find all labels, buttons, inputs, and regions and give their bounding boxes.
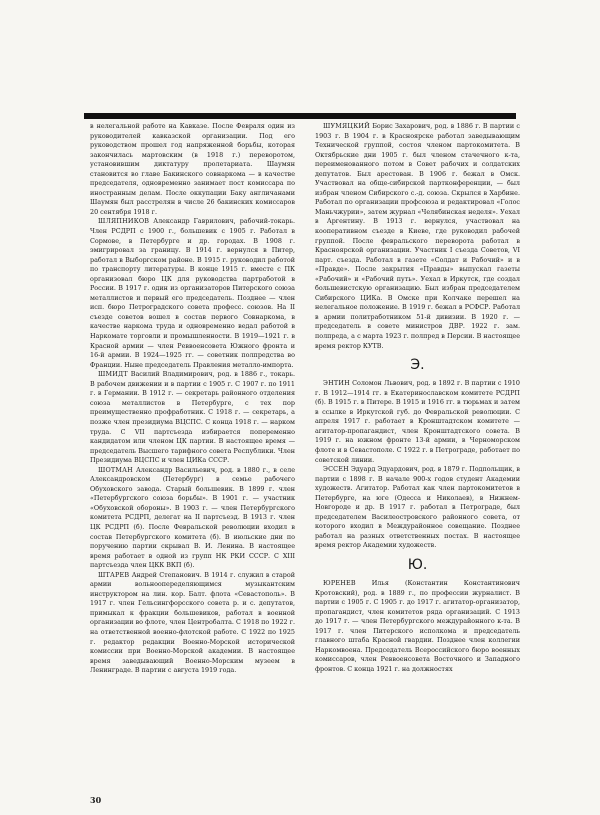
entry-name: ШУМЯЦКИЙ [323,122,370,130]
page-number: 30 [90,795,102,805]
entry-shtarev [90,571,295,676]
entry-essen [315,465,520,551]
entry-text: Александр Гаврилович, рабочий-токарь. Член РСДРП с 1900 г., большевик с 1905 г. Работал в Сормове, в Петербурге и др. городах. В 1908 г. эмигрировал за границу. В 1914 г. вернулся в Питер, работал в Выборгском районе. В 1915 г. руководил работой по транспорту литературы. В конце 1915 г. вместе с ПК организовал бюро ЦК для руководства партработой в России. В 1917 г. один из организаторов Питерского союза металлистов и первый его председатель. Позднее — член исп. бюро Петроградского совета професс. союзов. На II съезде советов вошел в состав первого Совнаркома, в качестве наркома труда и одновременно ведал работой в Наркомате торговли и промышленности. В 1919—1921 г. в Красной армии — член Реввоенсовета Южного фронта и 16-й армии. В 1924—1925 гг. — советник полпредства во Франции. Ныне председатель Правления металло-импорта. [90,217,295,369]
right-column [315,122,520,674]
entry-name: ЮРЕНЕВ [323,578,356,587]
entry-text: Эдуард Эдуардович, род. в 1879 г. Подпольщик, в партии с 1898 г. В начале 900-х годов студент Академии художеств. Агитатор. Работал как член партокомитетов в Петербурге, на юге (Одесса и Николаев), в Нижнем-Новгороде и др. В 1917 г. работал в Петрограде, был председателем Василеостровского районного совета, от которого входил в Междурайонное совещание. Позднее работал на разных ответственных постах. В настоящее время ректор Академии художеств. [315,465,520,550]
entry-name: ЭНТИН [323,379,350,388]
entry-name: ЭССЕН [323,465,349,474]
entry-name: ШЛЯПНИКОВ [98,217,150,226]
shaumyan-continuation: в нелегальной работе на Кавказе. После Февраля один из руководителей кавказской организации. Под его руководством прошел год напряженной борьбы, которая закончилась мартовским (в 1918 г.) переворотом, установившим диктатуру пролетариата. Шаумян становится во главе Бакинского совнаркома — в качестве председателя, одновременно занимает пост комиссара по иностранным делам. После оккупации Баку англичанами Шаумян был расстрелян в числе 26 бакинских комиссаров 20 сентября 1918 г. [90,122,295,216]
entry-shmidt [90,370,295,465]
entry-name: ШОТМАН [98,465,133,474]
entry-shumyatsky [315,122,520,351]
entry-text: Илья (Константин Константинович Кротовский), род. в 1889 г., по профессии журналист. В партии с 1905 г. С 1905 г. до 1917 г. агитатор-организатор, пропагандист, член комитетов ряда организаций. С 1913 до 1917 г. — член Петербургского междурайонного к-та. В 1917 г. член Питерского исполкома и председатель главного штаба Красной гвардии. Позднее член коллегии Наркомвоена. Председатель Всероссийского бюро военных комиссаров, член Реввоенсовета Восточного и Западного фронтов. С конца 1921 г. на должностях [315,578,520,673]
entry-yurenev [315,579,520,674]
entry-name: ШМИДТ [98,370,128,379]
entry-shlyapnikov [90,217,295,370]
entry-text: Александр Васильевич, род. в 1880 г., в селе Александровском (Петербург) в семье рабочего Обуховского завода. Старый большевик. В 1899 г. член «Петербургского союза борьбы». В 1901 г. — участник «Обуховской обороны». В 1903 г. — член Петербургского комитета РСДРП, делегат на II партсъезд. В 1913 г. член ЦК РСДРП (б). После Февральской революции входил в состав Петербургского комитета (б). В июльские дни по поручению партии скрывал В. И. Ленина. В настоящее время работает в одной из групп НК РКИ СССР. С XIII партсъезда член ЦКК ВКП (б). [90,465,295,570]
entry-text: Андрей Степанович. В 1914 г. служил в старой армии вольноопеределяющимся музыкантским инструктором на лин. кор. Балт. флота «Севастополь». В 1917 г. член Гельсингфорсского совета р. и с. депутатов, примыкал к фракции большевиков, работал в военной организации во флоте, член Центробалта. С 1918 по 1922 г. на ответственной военно-флотской работе. С 1922 по 1925 г. редактор редакции Военно-Морской исторической комиссии при Военно-Морской академии. В настоящее время заведывающий Военно-Морским музеем в Ленинграде. В партии с августа 1919 года. [90,570,295,675]
section-letter-e: Э. [410,357,425,374]
entry-entin [315,379,520,465]
header-rule [84,113,516,119]
entry-text: Соломон Львович, род. в 1892 г. В партии с 1910 г. В 1912—1914 гг. в Екатеринославском комитете РСДРП (б). В 1915 г. в Питере. В 1915 и 1916 гг. в тюрьмах и затем в ссылке в Иркутской губ. до Февральской революции. С апреля 1917 г. работает в Кронштадтском комитете — агитатор-пропагандист, член Кронштадтского совета. В 1919 г. на южном фронте 13-й армии, в Черноморском флоте и в Севастополе. С 1922 г. в Петрограде, работает по советской линии. [315,379,520,464]
entry-text: Борис Захарович, род. в 1886 г. В партии с 1903 г. В 1904 г. в Красноярске работал заведывающим Технической группой, состоя членом партокомитета. В Октябрьские дни 1905 г. был членом стачечного к-та, переименованного потом в Совет рабочих и солдатских депутатов. Был арестован. В 1906 г. бежал в Омск. Участвовал на обще-сибирской партконференции, — был избран членом Сибирского с.-д. союза. Скрылся в Харбине. Работал по организации профсоюза и редактировал «Голос Маньчжурии», затем журнал «Челябинская неделя». Уехал в Аргентину. В 1913 г. вернулся, участвовал на кооперативном съезде в Киеве, где руководил рабочей группой. После февральского переворота работал в Красноярской организации. Участник I съезда Советов, VI парт. съезда. Работал в газете «Солдат и Рабочий» и в «Правде». После закрытия «Правды» выпускал газеты «Рабочий» и «Рабочий путь». Уехал в Иркутск, где создал большевистскую организацию. Был избран председателем Сибирского ЦИКа. В Омске при Колчаке перешел на нелегальное положение. В 1919 г. бежал в РСФСР. Работал в армии политработником 51-й дивизии. В 1920 г. — председатель в совете министров ДВР. 1922 г. зам. полпреда, а с марта 1923 г. полпред в Персии. В настоящее время ректор КУТВ. [315,122,520,350]
entry-text: Василий Владимирович, род. в 1886 г., токарь. В рабочем движении и в партии с 1905 г. С 1907 г. по 1911 г. в Германии. В 1912 г. — секретарь районного отделения союза металлистов в Петербурге, с тех пор преимущественно профработник. С 1918 г. — секретарь, а позже член президиума ВЦСПС. С конца 1918 г. — нарком труда. С VII партсъезда избирается попеременно кандидатом или членом ЦК партии. В настоящее время — председатель Высшего тарифного совета Республики. Член Президиума ВЦСПС и член ЦИКа СССР. [90,370,295,465]
section-letter-yu: Ю. [407,556,428,573]
entry-shotman [90,466,295,571]
left-column [90,122,295,676]
entry-name: ШТАРЕВ [98,570,130,579]
